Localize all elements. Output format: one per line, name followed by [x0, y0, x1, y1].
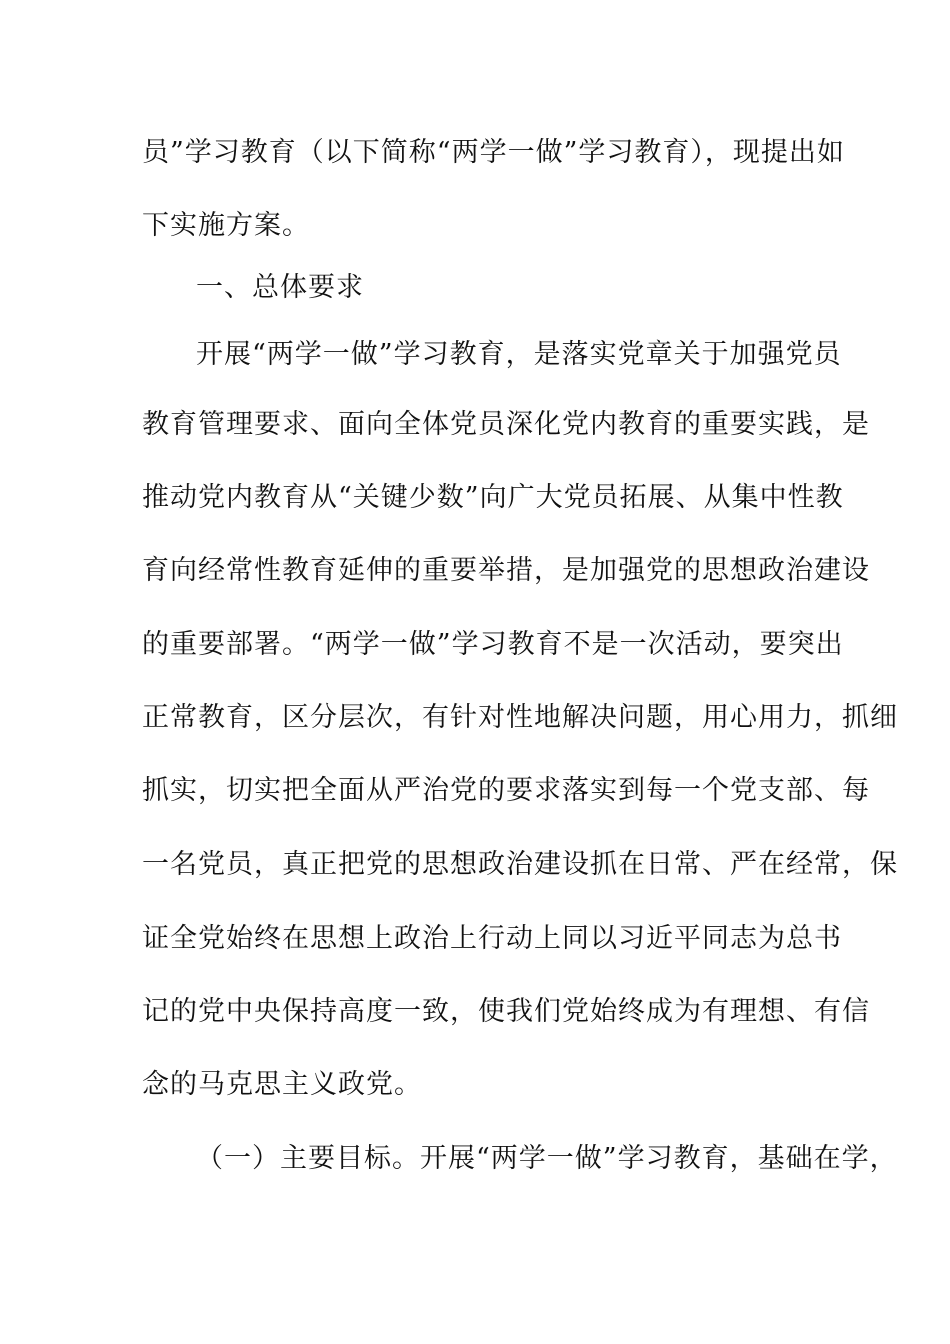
text-line-14: 念的马克思主义政党。: [142, 1069, 422, 1100]
text-line-7: 育向经常性教育延伸的重要举措，是加强党的思想政治建设: [142, 555, 870, 586]
text-line-13: 记的党中央保持高度一致，使我们党始终成为有理想、有信: [142, 996, 870, 1027]
text-line-12: 证全党始终在思想上政治上行动上同以习近平同志为总书: [142, 923, 842, 954]
text-line-15: （一）主要目标。开展“两学一做”学习教育，基础在学，: [196, 1143, 898, 1174]
text-line-6: 推动党内教育从“关键少数”向广大党员拓展、从集中性教: [142, 482, 844, 513]
text-line-10: 抓实，切实把全面从严治党的要求落实到每一个党支部、每: [142, 775, 870, 806]
text-line-9: 正常教育，区分层次，有针对性地解决问题，用心用力，抓细: [142, 702, 898, 733]
text-line-5: 教育管理要求、面向全体党员深化党内教育的重要实践，是: [142, 409, 870, 440]
text-line-2: 下实施方案。: [142, 210, 310, 241]
text-line-4: 开展“两学一做”学习教育，是落实党章关于加强党员: [196, 339, 842, 370]
text-line-11: 一名党员，真正把党的思想政治建设抓在日常、严在经常，保: [142, 849, 898, 880]
section-heading: 一、总体要求: [196, 272, 364, 303]
text-line-8: 的重要部署。“两学一做”学习教育不是一次活动，要突出: [142, 629, 844, 660]
text-line-1: 员”学习教育（以下简称“两学一做”学习教育），现提出如: [142, 137, 845, 168]
